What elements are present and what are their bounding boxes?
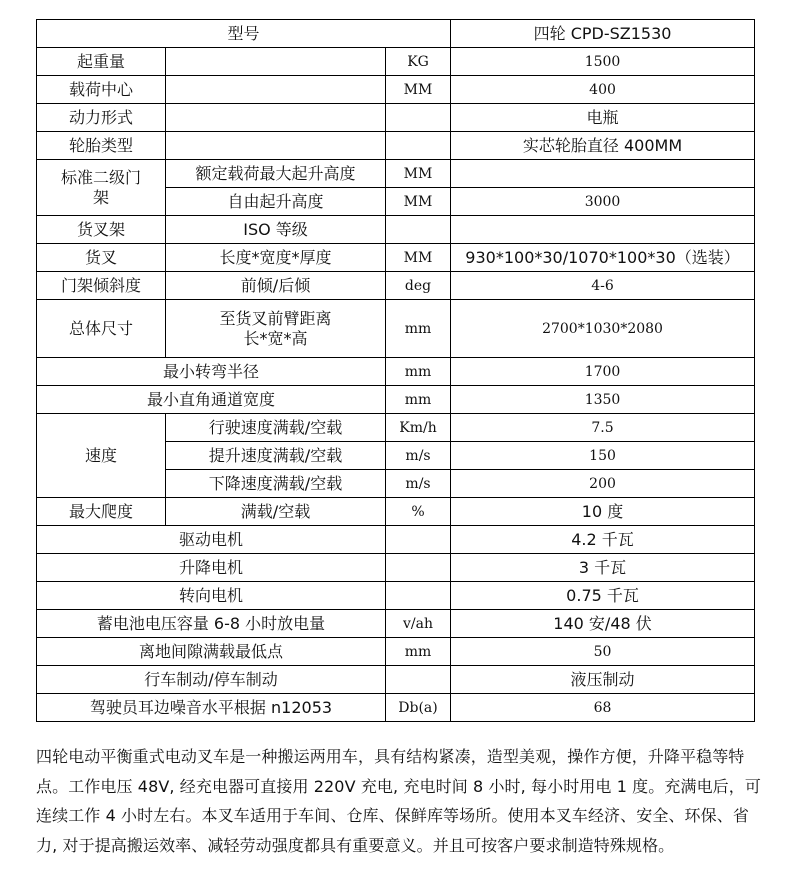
table-row <box>37 386 755 414</box>
sub-label: 长度*宽度*厚度 <box>166 244 386 272</box>
value-cell: 400 <box>451 76 755 104</box>
unit-cell: m/s <box>386 442 451 470</box>
value-cell: 1700 <box>451 358 755 386</box>
value-cell: 930*100*30/1070*100*30（选装） <box>451 244 755 272</box>
spec-table <box>36 19 755 722</box>
row-label: 行车制动/停车制动 <box>37 666 386 694</box>
unit-cell: Km/h <box>386 414 451 442</box>
value-cell: 10 度 <box>451 498 755 526</box>
row-label: 最小转弯半径 <box>37 358 386 386</box>
empty-cell <box>166 104 386 132</box>
sub-label: 额定载荷最大起升高度 <box>166 160 386 188</box>
table-row <box>37 272 755 300</box>
table-row <box>37 610 755 638</box>
row-label: 速度 <box>37 414 166 498</box>
empty-cell <box>386 582 451 610</box>
row-label: 轮胎类型 <box>37 132 166 160</box>
empty-cell <box>386 132 451 160</box>
sub-label: 提升速度满载/空载 <box>166 442 386 470</box>
empty-cell <box>166 132 386 160</box>
unit-cell: MM <box>386 76 451 104</box>
unit-cell: Db(a) <box>386 694 451 722</box>
table-row <box>37 358 755 386</box>
table-row <box>37 76 755 104</box>
row-label: 载荷中心 <box>37 76 166 104</box>
value-cell: 液压制动 <box>451 666 755 694</box>
table-row <box>37 694 755 722</box>
row-label: 最大爬度 <box>37 498 166 526</box>
row-label: 总体尺寸 <box>37 300 166 358</box>
unit-cell: MM <box>386 160 451 188</box>
empty-cell <box>386 216 451 244</box>
sub-label: 行驶速度满载/空载 <box>166 414 386 442</box>
sub-label: 自由起升高度 <box>166 188 386 216</box>
value-cell: 3000 <box>451 188 755 216</box>
value-cell: 7.5 <box>451 414 755 442</box>
unit-cell: mm <box>386 386 451 414</box>
table-row <box>37 582 755 610</box>
value-cell: 4-6 <box>451 272 755 300</box>
sub-label: 满载/空载 <box>166 498 386 526</box>
value-cell: 电瓶 <box>451 104 755 132</box>
sub-label <box>166 300 386 358</box>
value-cell: 200 <box>451 470 755 498</box>
description-paragraph: 四轮电动平衡重式电动叉车是一种搬运两用车，具有结构紧凑，造型美观，操作方便，升降平稳等特点。工作电压 48V, 经充电器可直接用 220V 充电, 充电时间 8 小时, 每小时用电 1 度。充满电后，可连续工作 4 小时左右。本叉车适用于车间、仓库、保鲜库等场所。使用本叉车经济、安全、环保、省力, 对于提高搬运效率、减轻劳动强度都具有重要意义。并且可按客户要求制造特殊规格。 <box>36 747 761 855</box>
value-cell <box>451 216 755 244</box>
value-cell: 2700*1030*2080 <box>451 300 755 358</box>
label-line: 标准二级门 <box>60 167 141 187</box>
value-cell: 1350 <box>451 386 755 414</box>
table-row <box>37 104 755 132</box>
row-label: 门架倾斜度 <box>37 272 166 300</box>
value-cell: 68 <box>451 694 755 722</box>
table-row <box>37 554 755 582</box>
model-value: 四轮 CPD-SZ1530 <box>451 20 755 48</box>
value-cell: 50 <box>451 638 755 666</box>
table-row <box>37 20 755 48</box>
label-line: 长*宽*高 <box>243 328 308 348</box>
empty-cell <box>166 76 386 104</box>
table-row <box>37 160 755 188</box>
value-cell: 3 千瓦 <box>451 554 755 582</box>
sub-label: 前倾/后倾 <box>166 272 386 300</box>
row-label: 蓄电池电压容量 6-8 小时放电量 <box>37 610 386 638</box>
value-cell: 实芯轮胎直径 400MM <box>451 132 755 160</box>
table-row <box>37 132 755 160</box>
label-line: 架 <box>92 187 109 207</box>
value-cell: 1500 <box>451 48 755 76</box>
empty-cell <box>386 526 451 554</box>
row-label: 驾驶员耳边噪音水平根据 n12053 <box>37 694 386 722</box>
unit-cell: mm <box>386 638 451 666</box>
row-label: 货叉 <box>37 244 166 272</box>
sub-label: 下降速度满载/空载 <box>166 470 386 498</box>
value-cell: 150 <box>451 442 755 470</box>
unit-cell: mm <box>386 358 451 386</box>
label-line: 至货叉前臂距离 <box>219 308 332 328</box>
row-label: 升降电机 <box>37 554 386 582</box>
row-label: 货叉架 <box>37 216 166 244</box>
value-cell: 0.75 千瓦 <box>451 582 755 610</box>
row-label: 起重量 <box>37 48 166 76</box>
row-label: 动力形式 <box>37 104 166 132</box>
unit-cell: MM <box>386 244 451 272</box>
value-cell <box>451 160 755 188</box>
unit-cell: % <box>386 498 451 526</box>
row-label: 驱动电机 <box>37 526 386 554</box>
row-label: 离地间隙满载最低点 <box>37 638 386 666</box>
table-row <box>37 638 755 666</box>
unit-cell: mm <box>386 300 451 358</box>
table-row <box>37 216 755 244</box>
unit-cell: v/ah <box>386 610 451 638</box>
row-label: 最小直角通道宽度 <box>37 386 386 414</box>
empty-cell <box>386 554 451 582</box>
model-label: 型号 <box>37 20 451 48</box>
table-row <box>37 666 755 694</box>
unit-cell: m/s <box>386 470 451 498</box>
table-row <box>37 300 755 358</box>
table-row <box>37 48 755 76</box>
table-row <box>37 414 755 442</box>
empty-cell <box>386 104 451 132</box>
table-row <box>37 498 755 526</box>
table-row <box>37 526 755 554</box>
row-label <box>37 160 166 216</box>
sub-label: ISO 等级 <box>166 216 386 244</box>
value-cell: 4.2 千瓦 <box>451 526 755 554</box>
unit-cell: KG <box>386 48 451 76</box>
value-cell: 140 安/48 伏 <box>451 610 755 638</box>
empty-cell <box>386 666 451 694</box>
row-label: 转向电机 <box>37 582 386 610</box>
unit-cell: MM <box>386 188 451 216</box>
empty-cell <box>166 48 386 76</box>
table-row <box>37 244 755 272</box>
unit-cell: deg <box>386 272 451 300</box>
